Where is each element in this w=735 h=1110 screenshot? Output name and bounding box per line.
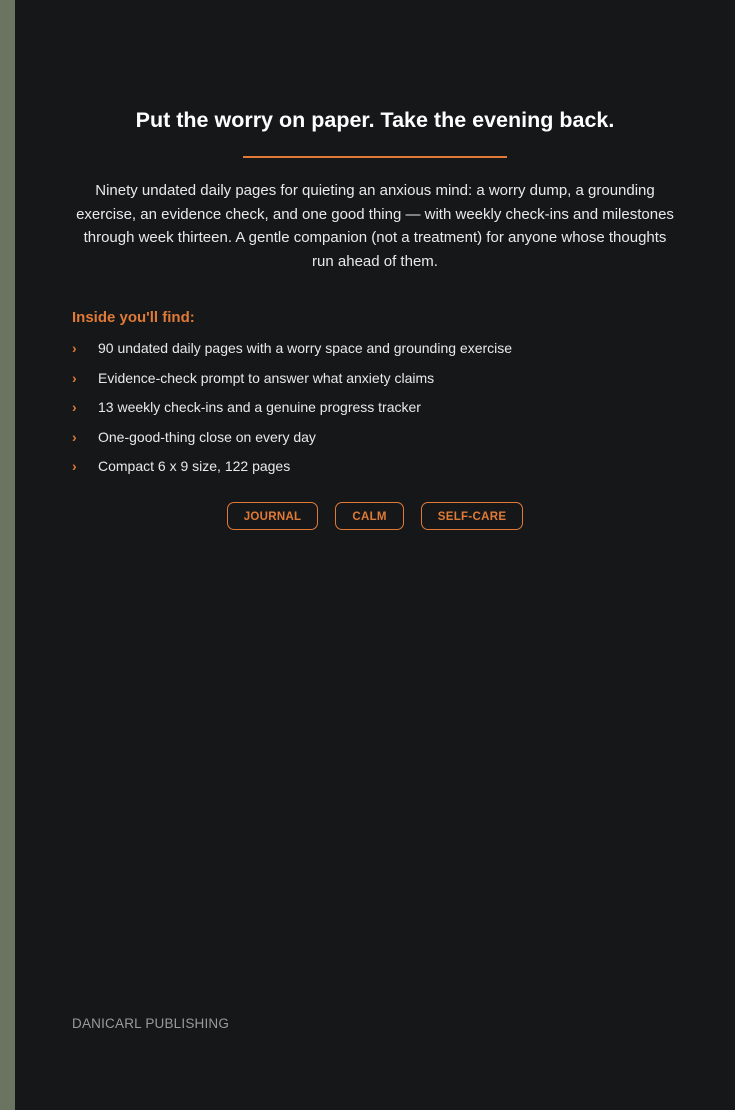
feature-text: Evidence-check prompt to answer what anxiety claims — [98, 369, 435, 386]
feature-text: Compact 6 x 9 size, 122 pages — [98, 458, 291, 475]
feature-text: 90 undated daily pages with a worry space and grounding exercise — [98, 340, 513, 356]
tag-list — [15, 502, 735, 530]
book-spine-strip — [0, 0, 15, 1110]
tag-calm[interactable]: CALM — [335, 502, 403, 530]
feature-item — [72, 425, 692, 455]
chevron-right-icon: › — [72, 369, 77, 386]
feature-item — [72, 366, 692, 396]
features-list — [72, 336, 692, 484]
chevron-right-icon: › — [72, 428, 77, 445]
back-cover-page — [15, 0, 735, 1110]
feature-item — [72, 336, 692, 366]
chevron-right-icon: › — [72, 340, 77, 356]
feature-text: One-good-thing close on every day — [98, 428, 316, 445]
tag-journal[interactable]: JOURNAL — [227, 502, 319, 530]
chevron-right-icon: › — [72, 399, 77, 416]
headline: Put the worry on paper. Take the evening back. — [135, 108, 615, 132]
feature-text: 13 weekly check-ins and a genuine progress tracker — [98, 399, 421, 416]
chevron-right-icon: › — [72, 458, 77, 475]
features-heading: Inside you'll find: — [72, 309, 195, 326]
feature-item — [72, 454, 692, 484]
publisher-name: DANICARL PUBLISHING — [72, 1016, 230, 1031]
description: Ninety undated daily pages for quieting an anxious mind: a worry dump, a grounding exercise, an evidence check, and one good thing — with weekly check-ins and milestones through week thirteen. A gentle companion (not a treatment) for anyone whose thoughts run ahead of them. — [76, 182, 674, 270]
accent-divider — [243, 156, 507, 158]
feature-item — [72, 395, 692, 425]
tag-self-care[interactable]: SELF-CARE — [421, 502, 524, 530]
